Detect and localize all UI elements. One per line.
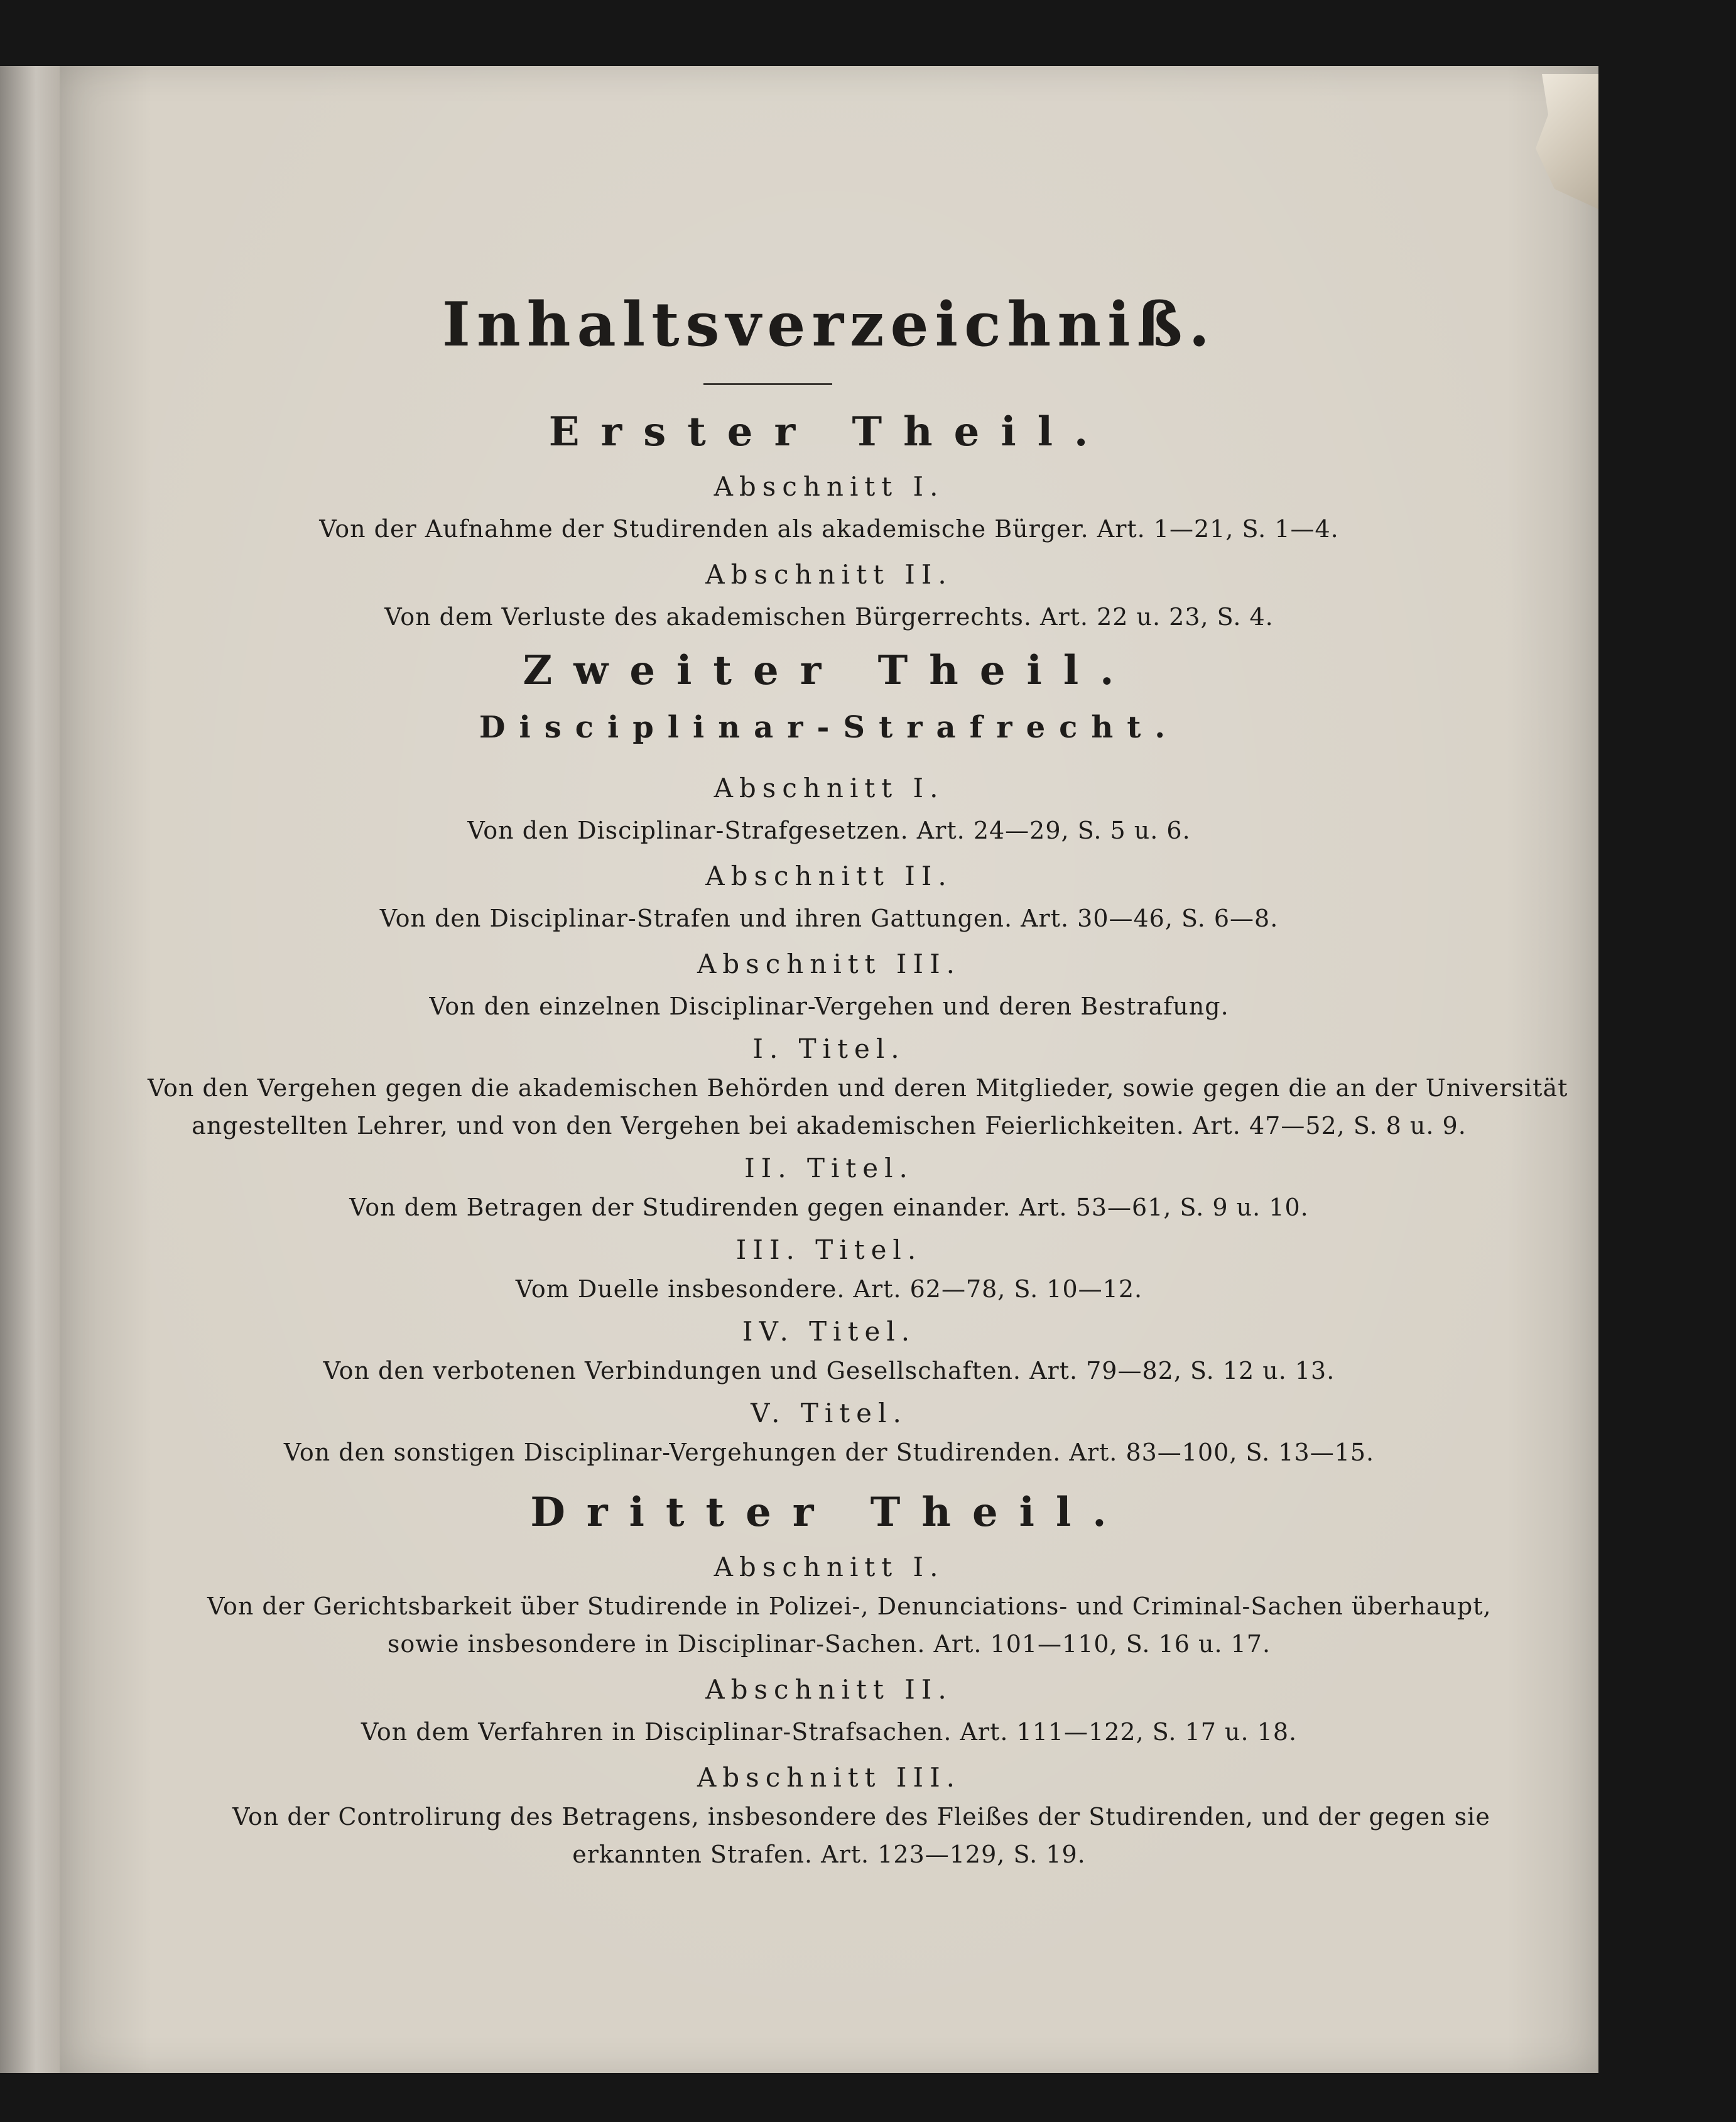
section-heading: Abschnitt III. [697, 1762, 962, 1793]
section-heading: Abschnitt II. [705, 1674, 953, 1705]
toc-entry: Von der Gerichtsbarkeit über Studirende in Polizei-, Denunciations- und Criminal-Sachen überhaupt, [207, 1592, 1492, 1620]
toc-entry: Von dem Verluste des akademischen Bürgerrechts. Art. 22 u. 23, S. 4. [384, 603, 1274, 631]
toc-entry: Von den einzelnen Disciplinar-Vergehen und deren Bestrafung. [429, 993, 1229, 1020]
section-heading: Abschnitt I. [713, 1552, 945, 1582]
toc-entry: Vom Duelle insbesondere. Art. 62—78, S. 10—12. [515, 1275, 1143, 1303]
toc-entry: Von der Controlirung des Betragens, insbesondere des Fleißes der Studirenden, und der gegen sie [232, 1803, 1490, 1831]
section-heading: Abschnitt III. [697, 949, 962, 979]
section-heading: Abschnitt II. [705, 559, 953, 590]
part-subtitle: Disciplinar-Strafrecht. [479, 710, 1180, 745]
toc-entry: Von dem Betragen der Studirenden gegen einander. Art. 53—61, S. 9 u. 10. [349, 1194, 1309, 1221]
titel-heading: III. Titel. [735, 1234, 923, 1265]
toc-entry: Von den Disciplinar-Strafen und ihren Gattungen. Art. 30—46, S. 6—8. [379, 905, 1279, 932]
toc-entry: Von dem Verfahren in Disciplinar-Strafsachen. Art. 111—122, S. 17 u. 18. [361, 1718, 1298, 1746]
titel-heading: II. Titel. [744, 1153, 914, 1183]
table-of-contents [60, 66, 1598, 2073]
title-divider [703, 383, 832, 385]
part-heading: Erster Theil. [548, 408, 1110, 455]
titel-heading: IV. Titel. [742, 1316, 916, 1347]
toc-entry: Von den Vergehen gegen die akademischen Behörden und deren Mitglieder, sowie gegen die an der Universität [148, 1074, 1568, 1102]
facing-page-edge [0, 66, 60, 2073]
titel-heading: V. Titel. [751, 1398, 908, 1428]
part-heading: Zweiter Theil. [523, 647, 1136, 694]
section-heading: Abschnitt I. [713, 773, 945, 803]
toc-entry: Von den verbotenen Verbindungen und Gesellschaften. Art. 79—82, S. 12 u. 13. [323, 1357, 1335, 1385]
section-heading: Abschnitt II. [705, 861, 953, 891]
toc-entry: Von den Disciplinar-Strafgesetzen. Art. 24—29, S. 5 u. 6. [467, 817, 1191, 844]
titel-heading: I. Titel. [752, 1033, 906, 1064]
toc-entry: sowie insbesondere in Disciplinar-Sachen. Art. 101—110, S. 16 u. 17. [387, 1630, 1271, 1658]
toc-entry: erkannten Strafen. Art. 123—129, S. 19. [572, 1841, 1086, 1868]
toc-entry: Von den sonstigen Disciplinar-Vergehungen der Studirenden. Art. 83—100, S. 13—15. [283, 1439, 1375, 1466]
part-heading: Dritter Theil. [530, 1489, 1128, 1536]
page-title: Inhaltsverzeichniß. [442, 289, 1216, 360]
toc-entry: Von der Aufnahme der Studirenden als akademische Bürger. Art. 1—21, S. 1—4. [319, 515, 1339, 543]
toc-entry: angestellten Lehrer, und von den Vergehen bei akademischen Feierlichkeiten. Art. 47—52, S. 8 u. 9. [192, 1112, 1467, 1140]
section-heading: Abschnitt I. [713, 471, 945, 502]
